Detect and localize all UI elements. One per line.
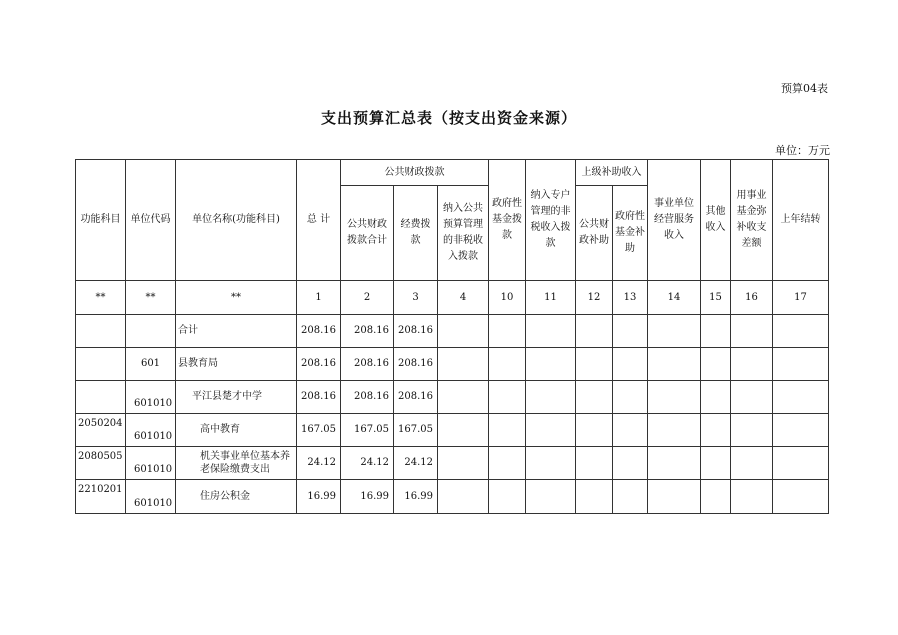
header-sub-public: 公共财政补助 [576,186,613,281]
empty-cell [613,348,648,381]
index-cell: 14 [648,281,701,315]
header-biz-income: 事业单位经营服务收入 [648,160,701,281]
pf-total-cell: 16.99 [341,480,394,514]
empty-cell [701,381,731,414]
empty-cell [576,348,613,381]
header-gov-fund: 政府性基金拨款 [489,160,526,281]
pf-funds-cell: 208.16 [394,348,438,381]
index-cell: ** [126,281,176,315]
index-cell: 11 [526,281,576,315]
pf-funds-cell: 167.05 [394,414,438,447]
empty-cell [731,447,773,480]
empty-cell [648,447,701,480]
empty-cell [773,315,829,348]
empty-cell [701,414,731,447]
empty-cell [613,414,648,447]
empty-cell [648,414,701,447]
table-row [76,315,829,348]
empty-cell [701,447,731,480]
total-cell: 208.16 [297,315,341,348]
empty-cell [576,447,613,480]
empty-cell [438,381,489,414]
empty-cell [701,348,731,381]
func-code-cell: 2080505 [76,447,126,480]
empty-cell [701,315,731,348]
empty-cell [773,381,829,414]
pf-funds-cell: 208.16 [394,381,438,414]
pf-funds-cell: 208.16 [394,315,438,348]
pf-total-cell: 167.05 [341,414,394,447]
header-pf-funds: 经费拨款 [394,186,438,281]
index-cell: 1 [297,281,341,315]
unit-code-cell: 601 [126,348,176,381]
empty-cell [526,414,576,447]
budget-table [75,159,829,514]
header-other-income: 其他收入 [701,160,731,281]
empty-cell [489,348,526,381]
empty-cell [613,447,648,480]
pf-funds-cell: 24.12 [394,447,438,480]
unit-name-cell: 高中教育 [176,414,297,447]
empty-cell [438,414,489,447]
total-cell: 16.99 [297,480,341,514]
empty-cell [648,348,701,381]
total-cell: 24.12 [297,447,341,480]
empty-cell [438,315,489,348]
header-func-code: 功能科目 [76,160,126,281]
header-carryover: 上年结转 [773,160,829,281]
unit-name-cell: 县教育局 [176,348,297,381]
total-cell: 208.16 [297,348,341,381]
func-code-cell: 2210201 [76,480,126,514]
unit-name-cell: 平江县楚才中学 [176,381,297,414]
unit-code-cell: 601010 [126,480,176,514]
unit-name-cell: 住房公积金 [176,480,297,514]
header-public-finance: 公共财政拨款 [341,160,489,186]
unit-code-cell [126,315,176,348]
index-cell: 16 [731,281,773,315]
header-sub-gov: 政府性基金补助 [613,186,648,281]
header-fund-balance: 用事业基金弥补收支差额 [731,160,773,281]
func-code-cell [76,381,126,414]
empty-cell [489,447,526,480]
index-cell: 10 [489,281,526,315]
index-cell: ** [76,281,126,315]
index-cell: 12 [576,281,613,315]
pf-funds-cell: 16.99 [394,480,438,514]
index-row [76,281,829,315]
empty-cell [489,480,526,514]
unit-code-cell: 601010 [126,447,176,480]
empty-cell [613,315,648,348]
pf-total-cell: 208.16 [341,348,394,381]
pf-total-cell: 208.16 [341,315,394,348]
index-cell: 13 [613,281,648,315]
empty-cell [576,381,613,414]
pf-total-cell: 24.12 [341,447,394,480]
table-row [76,447,829,480]
empty-cell [731,348,773,381]
empty-cell [648,381,701,414]
header-pf-total: 公共财政拨款合计 [341,186,394,281]
empty-cell [438,348,489,381]
empty-cell [613,381,648,414]
total-cell: 167.05 [297,414,341,447]
header-pf-nontax: 纳入公共预算管理的非税收入拨款 [438,186,489,281]
index-cell: 15 [701,281,731,315]
func-code-cell [76,348,126,381]
table-row [76,381,829,414]
index-cell: ** [176,281,297,315]
index-cell: 3 [394,281,438,315]
unit-code-cell: 601010 [126,414,176,447]
empty-cell [489,315,526,348]
empty-cell [576,414,613,447]
empty-cell [489,381,526,414]
index-cell: 2 [341,281,394,315]
empty-cell [438,447,489,480]
table-row [76,414,829,447]
empty-cell [731,381,773,414]
empty-cell [526,480,576,514]
header-total: 总 计 [297,160,341,281]
empty-cell [773,348,829,381]
total-cell: 208.16 [297,381,341,414]
empty-cell [648,315,701,348]
empty-cell [701,480,731,514]
empty-cell [648,480,701,514]
empty-cell [526,315,576,348]
func-code-cell [76,315,126,348]
page-title: 支出预算汇总表（按支出资金来源） [320,109,577,127]
index-cell: 4 [438,281,489,315]
pf-total-cell: 208.16 [341,381,394,414]
func-code-cell: 2050204 [76,414,126,447]
index-cell: 17 [773,281,829,315]
table-row [76,348,829,381]
empty-cell [526,348,576,381]
unit-label: 单位：万元 [775,144,830,157]
empty-cell [526,447,576,480]
empty-cell [773,447,829,480]
header-special-nontax: 纳入专户管理的非税收入拨款 [526,160,576,281]
table-row [76,480,829,514]
form-number: 预算04表 [781,82,828,95]
empty-cell [731,480,773,514]
empty-cell [613,480,648,514]
header-unit-code: 单位代码 [126,160,176,281]
empty-cell [576,315,613,348]
empty-cell [489,414,526,447]
empty-cell [576,480,613,514]
empty-cell [731,414,773,447]
unit-name-cell: 合计 [176,315,297,348]
unit-name-cell: 机关事业单位基本养老保险缴费支出 [176,447,297,480]
empty-cell [526,381,576,414]
empty-cell [731,315,773,348]
empty-cell [438,480,489,514]
unit-code-cell: 601010 [126,381,176,414]
empty-cell [773,480,829,514]
empty-cell [773,414,829,447]
header-superior-subsidy: 上级补助收入 [576,160,648,186]
header-unit-name: 单位名称(功能科目) [176,160,297,281]
